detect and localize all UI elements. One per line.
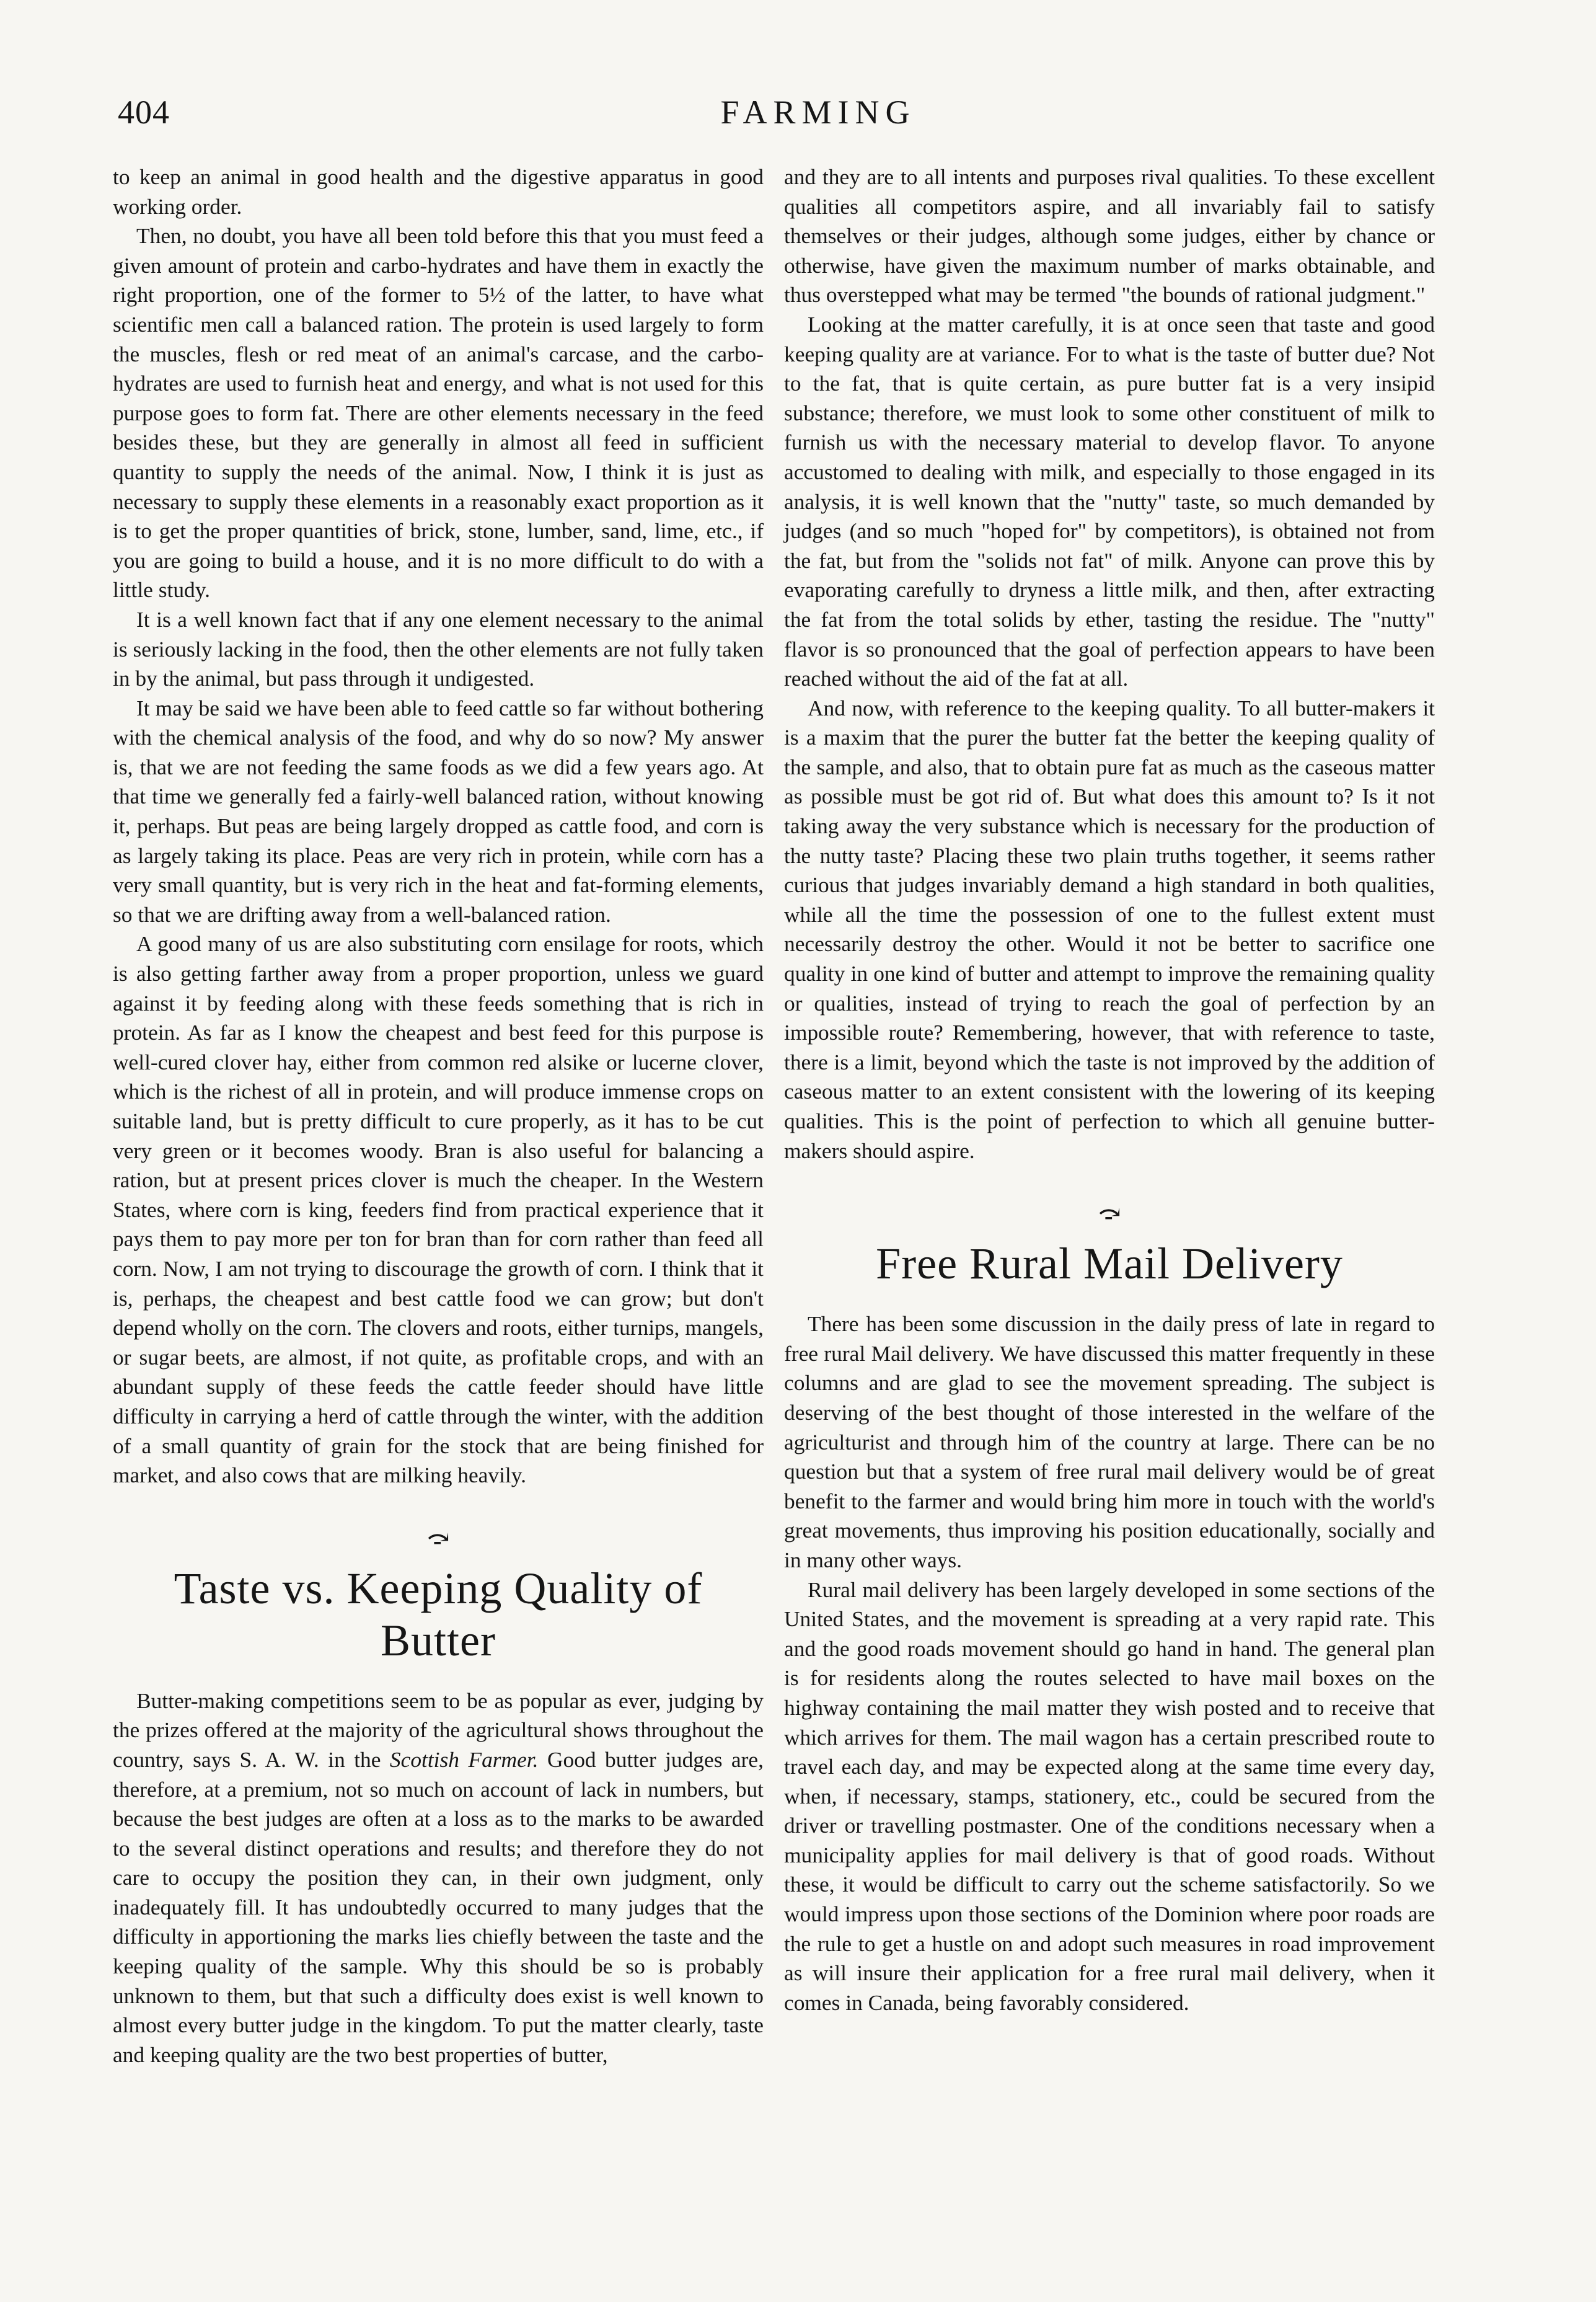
source-citation: Scottish Farmer. — [389, 1746, 539, 1772]
paragraph: to keep an animal in good health and the digestive apparatus in good working order. — [113, 164, 764, 219]
running-title: FARMING — [720, 94, 916, 131]
paragraph: It is a well known fact that if any one element necessary to the animal is seriously lacking in the food, then the other elements are not fully taken in by the animal, but pass through it undigested. — [113, 606, 764, 691]
article-heading: Taste vs. Keeping Quality of Butter — [174, 1563, 703, 1665]
paragraph: Looking at the matter carefully, it is at once seen that taste and good keeping quality are at variance. For to what is the taste of butter due? Not to the fat, that is quite certain, as pure butter fat is a very insipid substance; therefore, we must look to some other constituent of milk to furnish us with the necessary material to develop flavor. To anyone accustomed to dealing with milk, and especially to those engaged in its analysis, it is well known that the "nutty" taste, so much demanded by judges (and so much "hoped for" by competitors), is obtained not from the fat, but from the "solids not fat" of milk. Anyone can prove this by evaporating carefully to dryness a little milk, and then, after extracting the fat from the total solids by ether, tasting the residue. The "nutty" flavor is so pronounced that the goal of perfection appears to have been reached without the aid of the fat at all. — [784, 311, 1435, 691]
section-ornament-icon: ⤼ — [1098, 1197, 1121, 1228]
paragraph: Then, no doubt, you have all been told before this that you must feed a given amount of protein and carbo-hydrates and have them in exactly the right proportion, one of the former to 5½ of the latter, to have what scientific men call a balanced ration. The protein is used largely to form the muscles, flesh or red meat of an animal's carcase, and the carbo-hydrates are used to furnish heat and energy, and what is not used for this purpose goes to form fat. There are other elements necessary in the feed besides these, but they are generally in almost all feed in sufficient quantity to supply the needs of the animal. Now, I think it is just as necessary to supply these elements in a reasonably exact proportion as it is to get the proper quantities of brick, stone, lumber, sand, lime, etc., if you are going to build a house, and it is no more difficult to do with a little study. — [113, 223, 764, 603]
left-column — [113, 162, 764, 2070]
paragraph: It may be said we have been able to feed cattle so far without bothering with the chemical analysis of the food, and why do so now? My answer is, that we are not feeding the same foods as we did a few years ago. At that time we generally fed a fairly-well balanced ration, without knowing it, perhaps. But peas are being largely dropped as cattle food, and corn is as largely taking its place. Peas are very rich in protein, while corn has a very small quantity, but is very rich in the heat and fat-forming elements, so that we are drifting away from a well-balanced ration. — [113, 695, 764, 927]
right-column — [784, 162, 1435, 2017]
paragraph: Butter-making competitions seem to be as popular as ever, judging by the prizes offered at the majority of the agricultural shows throughout the country, says S. A. W. in the Scottish Farmer. Good butter judges are, therefore, at a premium, not so much on account of lack in numbers, but because the best judges are often at a loss as to the marks to be awarded to the several distinct operations and results; and therefore they do not care to occupy the position they can, in their own judgment, only inadequately fill. It has undoubtedly occurred to many judges that the difficulty in apportioning the marks lies chiefly between the taste and the keeping quality of the sample. Why this should be so is probably unknown to them, but that such a difficulty does exist is well known to almost every butter judge in the kingdom. To put the matter clearly, taste and keeping quality are the two best properties of butter, — [113, 1688, 764, 2067]
section-ornament-icon: ⤼ — [426, 1521, 450, 1552]
paragraph: Rural mail delivery has been largely developed in some sections of the United States, and the movement is spreading at a very rapid rate. This and the good roads movement should go hand in hand. The general plan is for residents along the routes selected to have mail boxes on the highway containing the mail matter they wish posted and to receive that which arrives for them. The mail wagon has a certain prescribed route to travel each day, and may be expected along at the same time every day, when, if necessary, stamps, stationery, etc., could be secured from the driver or travelling postmaster. One of the conditions necessary when a municipality applies for mail delivery is that of good roads. Without these, it would be difficult to carry out the scheme satisfactorily. So we would impress upon those sections of the Dominion where poor roads are the rule to get a hustle on and adopt such measures in road improvement as will insure their application for a free rural mail delivery, when it comes in Canada, being favorably considered. — [784, 1577, 1435, 2015]
paragraph: And now, with reference to the keeping quality. To all butter-makers it is a maxim that the purer the butter fat the better the keeping quality of the sample, and also, that to obtain pure fat as much as the caseous matter as possible must be got rid of. But what does this amount to? Is it not taking away the very substance which is necessary for the production of the nutty taste? Placing these two plain truths together, it seems rather curious that judges invariably demand a high standard in both qualities, while all the time the possession of one to the fullest extent must necessarily destroy the other. Would it not be better to sacrifice one quality in one kind of butter and attempt to improve the remaining quality or qualities, instead of trying to reach the goal of perfection by an impossible route? Remembering, however, that with reference to taste, there is a limit, beyond which the taste is not improved by the addition of caseous matter to an extent consistent with the lowering of its keeping qualities. This is the point of perfection to which all genuine butter-makers should aspire. — [784, 695, 1435, 1163]
article-heading: Free Rural Mail Delivery — [876, 1239, 1343, 1289]
paragraph: and they are to all intents and purposes rival qualities. To these excellent qualities all competitors aspire, and all invariably fail to satisfy themselves or their judges, although some judges, either by chance or otherwise, have given the maximum number of marks obtainable, and thus overstepped what may be termed "the bounds of rational judgment." — [784, 164, 1435, 308]
page-header — [118, 93, 1519, 149]
paragraph: A good many of us are also substituting corn ensilage for roots, which is also getting farther away from a proper proportion, unless we guard against it by feeding along with these feeds something that is rich in protein. As far as I know the cheapest and best feed for this purpose is well-cured clover hay, either from common red alsike or lucerne clover, which is the richest of all in protein, and will produce immense crops on suitable land, but is pretty difficult to cure properly, as it has to be cut very green or it becomes woody. Bran is also useful for balancing a ration, but at present prices clover is much the cheaper. In the Western States, where corn is king, feeders find from practical experience that it pays them to pay more per ton for bran than for corn rather than feed all corn. Now, I am not trying to discourage the growth of corn. I think that it is, perhaps, the cheapest and best cattle food we can grow; but don't depend wholly on the corn. The clovers and roots, either turnips, mangels, or sugar beets, are almost, if not quite, as profitable crops, and with an abundant supply of these feeds the cattle feeder should have little difficulty in carrying a herd of cattle through the winter, with the addition of a small quantity of grain for the stock that are being finished for market, and also cows that are milking heavily. — [113, 931, 764, 1488]
page-number: 404 — [118, 94, 170, 131]
paragraph: There has been some discussion in the daily press of late in regard to free rural Mail delivery. We have discussed this matter frequently in these columns and are glad to see the movement spreading. The subject is deserving of the best thought of those interested in the welfare of the agriculturist and through him of the country at large. There can be no question but that a system of free rural mail delivery would be of great benefit to the farmer and would bring him more in touch with the world's great movements, thus improving his position educationally, socially and in many other ways. — [784, 1311, 1435, 1572]
